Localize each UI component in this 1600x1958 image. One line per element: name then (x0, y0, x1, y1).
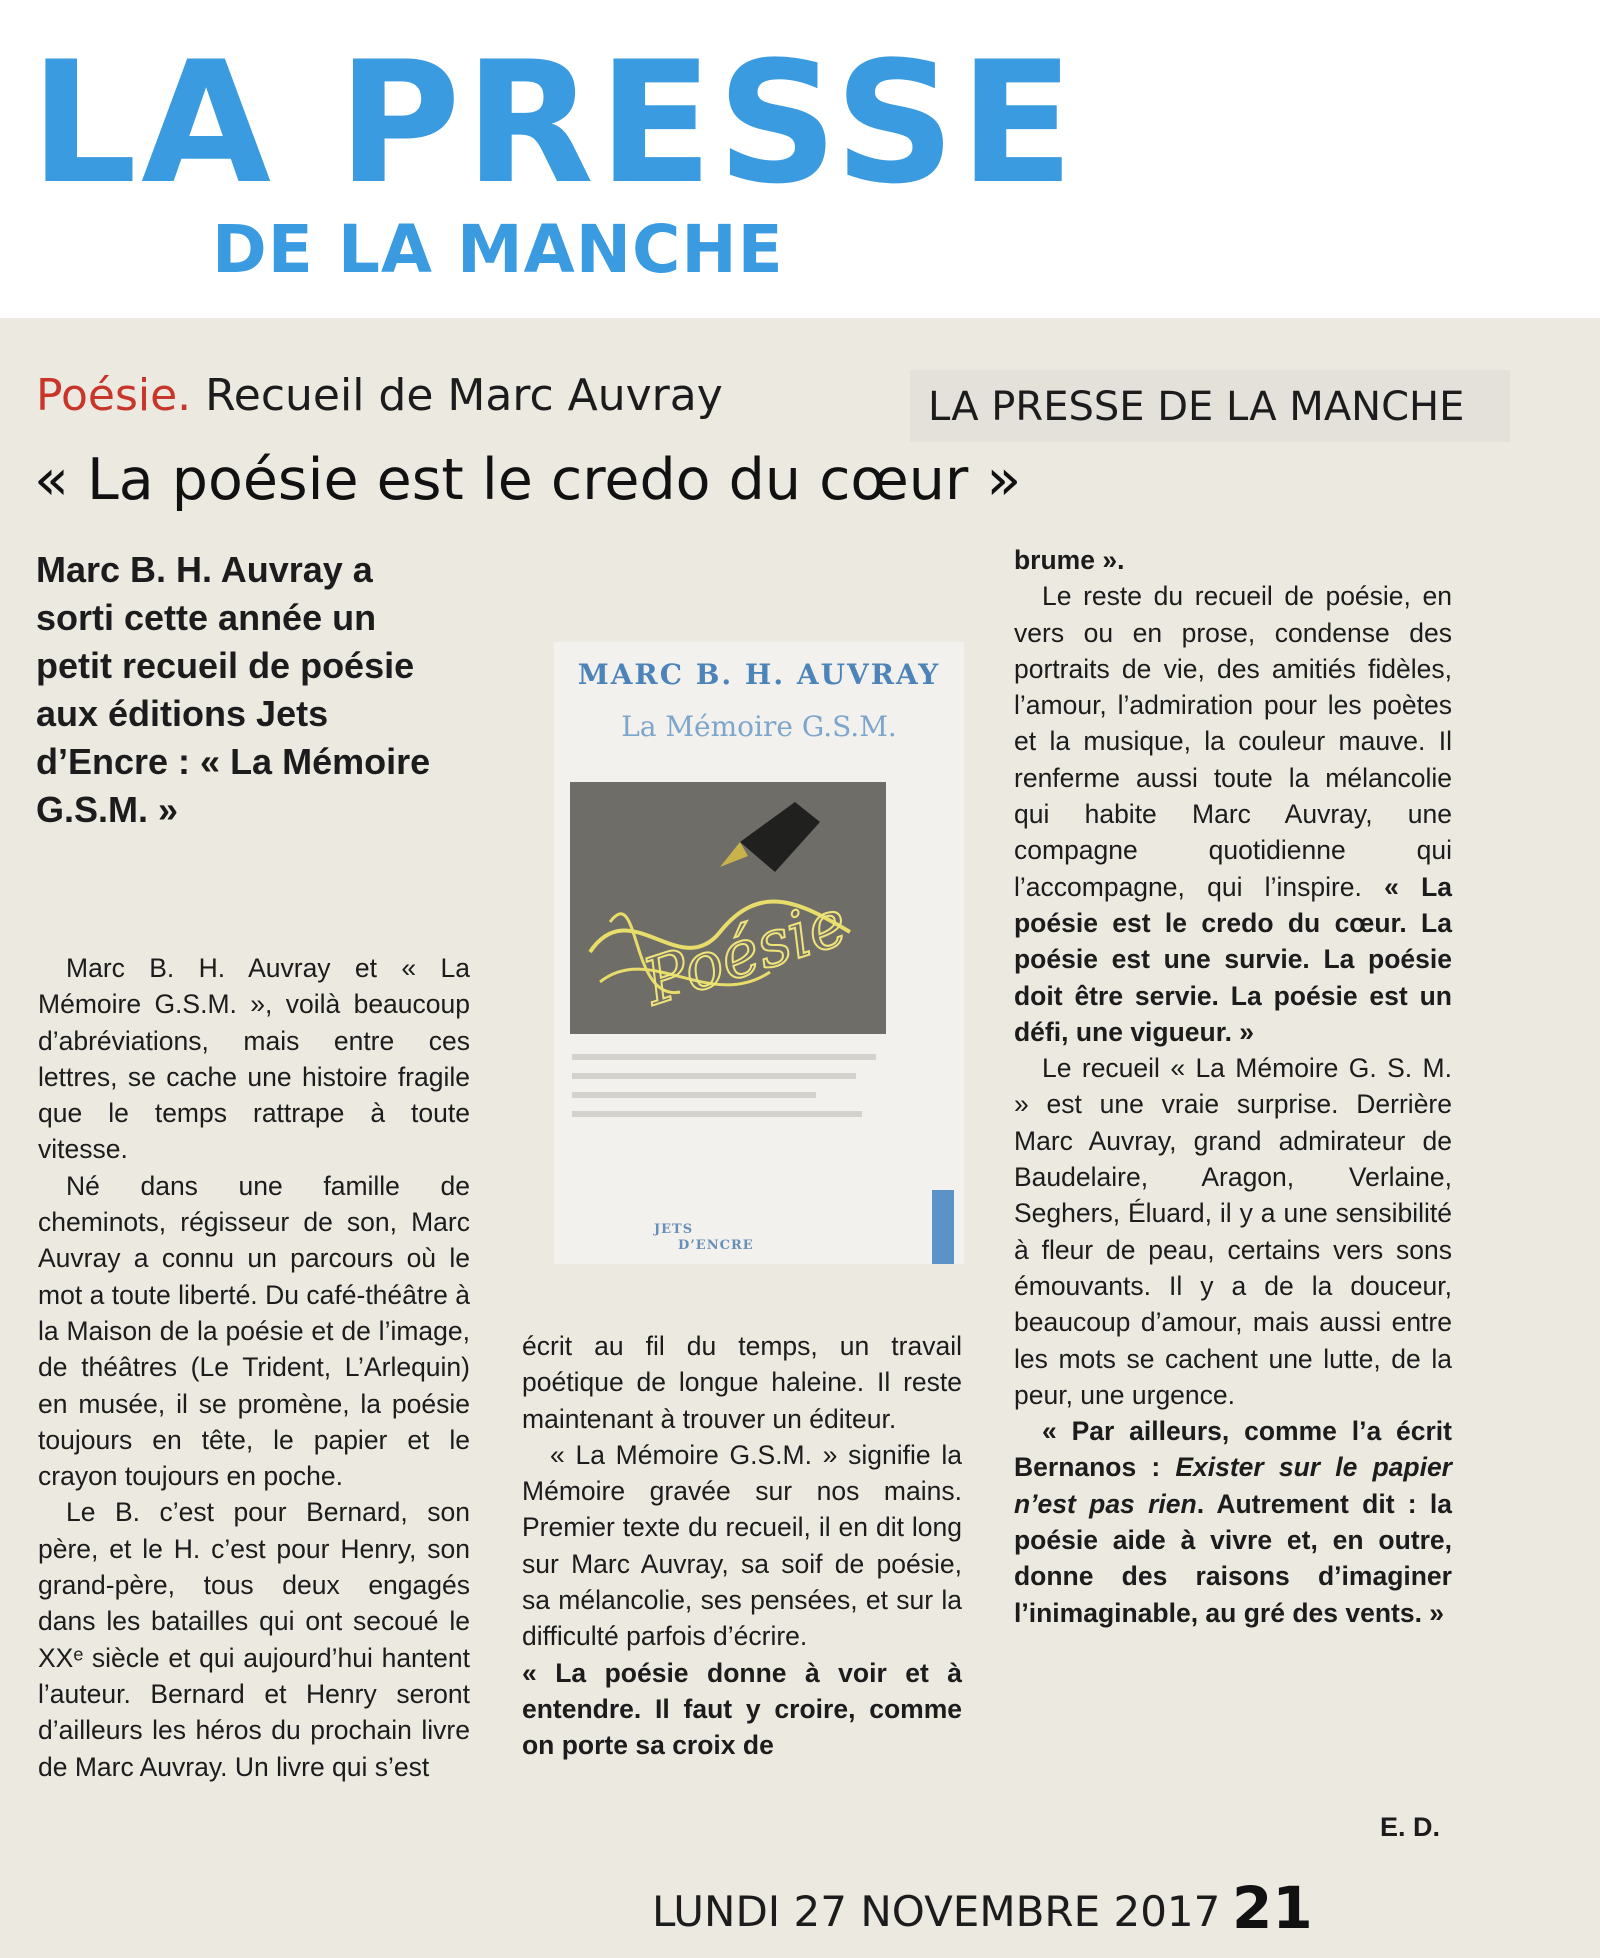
quote-end: brume ». (1014, 545, 1125, 575)
paragraph: Marc B. H. Auvray et « La Mémoire G.S.M. », voilà beaucoup d’abréviations, mais entre ces lettres, se cache une histoire fragile que le temps rattrape à toute vitesse. (38, 953, 470, 1165)
paragraph: Le B. c’est pour Bernard, son père, et le H. c’est pour Henry, son grand-père, tous deux engagés dans les batailles qui ont secoué le XXᵉ siècle et qui aujourd’hui hantent l’auteur. Bernard et Henry seront d’ailleurs les héros du prochain livre de Marc Auvray. Un livre qui s’est (38, 1497, 470, 1782)
book-title: La Mémoire G.S.M. (621, 710, 897, 743)
back-text-lines (572, 1054, 902, 1130)
kicker-subtitle: Recueil de Marc Auvray (191, 370, 723, 421)
kicker (36, 370, 723, 422)
pen-drawing-illustration (570, 782, 886, 1034)
page-number: 21 (1232, 1874, 1313, 1942)
paragraph: Né dans une famille de cheminots, régisseur de son, Marc Auvray a connu un parcours où le mot a toute liberté. Du café-théâtre à la Maison de la poésie et de l’image, de théâtres (Le Trident, L’Arlequin) en musée, il se promène, la poésie toujours en tête, le papier et le crayon toujours en poche. (38, 1170, 470, 1492)
paragraph: « La Mémoire G.S.M. » signifie la Mémoire gravée sur nos mains. Premier texte du recueil, il en dit long sur Marc Auvray, sa soif de poésie, sa mélancolie, ses pensées, et sur la difficulté parfois d’écrire. (522, 1439, 962, 1652)
masthead-title: LA PRESSE (30, 25, 1079, 221)
cover-photo (570, 782, 886, 1034)
closing-quote: « Par ailleurs, comme l’a écrit Bernanos : Exister sur le papier n’est pas rien. Autrement dit : la poésie aide à vivre et, en outre, donne des raisons d’imaginer l’inimaginable, au gré des vents. » (1014, 1416, 1452, 1628)
masthead-subtitle: DE LA MANCHE (212, 211, 784, 288)
book-author: MARC B. H. AUVRAY (577, 658, 941, 691)
column-1 (38, 950, 470, 1785)
paragraph: Le recueil « La Mémoire G. S. M. » est une vraie surprise. Derrière Marc Auvray, grand admirateur de Baudelaire, Aragon, Verlaine, Seghers, Éluard, il y a une sensibilité à fleur de peau, certains vers sons émouvants. Il y a de la douceur, beaucoup d’amour, mais aussi entre les mots se cachent une lutte, de la peur, une urgence. (1014, 1053, 1452, 1410)
quote: « La poésie est le credo du cœur. La poésie est une survie. La poésie doit être servie. La poésie est un défi, une vigueur. » (1014, 871, 1452, 1047)
quote: « La poésie donne à voir et à entendre. Il faut y croire, comme on porte sa croix de (522, 1657, 962, 1761)
svg-text:Poésie: Poésie (635, 885, 857, 1021)
source-box (910, 370, 1510, 442)
masthead (0, 0, 1600, 318)
publisher-logo: JETS D’ENCRE (654, 1222, 754, 1253)
source-label: LA PRESSE DE LA MANCHE (928, 384, 1465, 430)
column-3 (1014, 542, 1452, 1631)
book-cover (554, 642, 964, 1264)
lead-paragraph: Marc B. H. Auvray a sorti cette année un petit recueil de poésie aux éditions Jets d’Encre : « La Mémoire G.S.M. » (36, 549, 431, 830)
author-signature: E. D. (1380, 1812, 1441, 1842)
headline: « La poésie est le credo du cœur » (34, 447, 1022, 513)
paragraph: écrit au fil du temps, un travail poétique de longue haleine. Il reste maintenant à trouver un éditeur. (522, 1331, 962, 1434)
column-2 (522, 1328, 962, 1764)
paragraph: Le reste du recueil de poésie, en vers ou en prose, condense des portraits de vie, des amitiés fidèles, l’amour, l’admiration pour les poètes et la musique, la couleur mauve. Il renferme aussi toute la mélancolie qui habite Marc Auvray, une compagne quotidienne qui l’accompagne, qui l’inspire. « La poésie est le credo du cœur. La poésie est une survie. La poésie doit être servie. La poésie est un défi, une vigueur. » (1014, 581, 1452, 1047)
section-label: Poésie. (36, 370, 192, 421)
issue-date: LUNDI 27 NOVEMBRE 2017 (652, 1887, 1221, 1936)
cover-spine-tab (932, 1190, 954, 1264)
